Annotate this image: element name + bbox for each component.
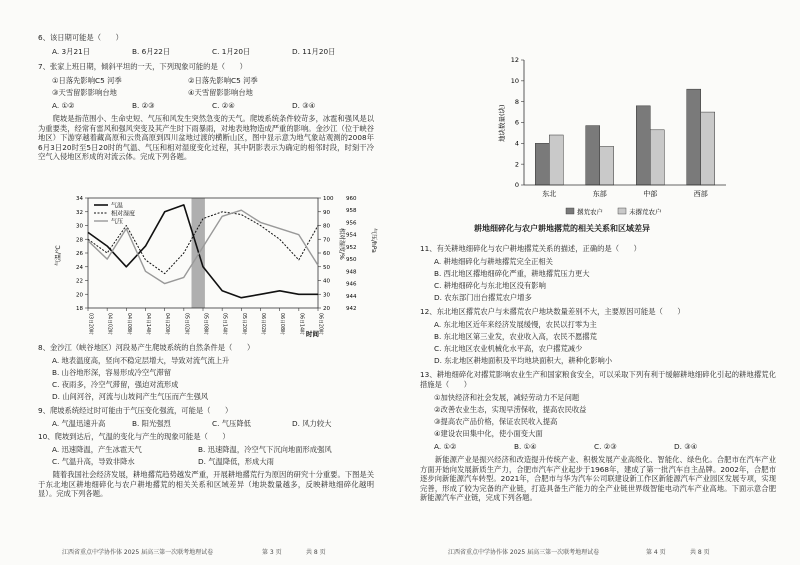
q13-stem: 13、耕地细碎化对撂荒影响农业生产和国家粮食安全，可以采取下列有利于缓解耕地细碎化引起的耕地撂荒化措施是（ ） <box>420 370 776 389</box>
x-tick-label: 04日14时 <box>145 313 150 335</box>
q12-option-b: B. 东北地区第三业发，农业收入高，农民不愿撂荒 <box>434 332 597 341</box>
y-left-tick-label: 20 <box>76 292 83 299</box>
bar-abandoned <box>535 143 549 185</box>
x-axis-label: 时间 <box>306 330 319 338</box>
q6-stem: 6、该日期可能是（ ） <box>38 33 123 42</box>
y-pressure-tick-label: 956 <box>346 220 357 227</box>
y-humidity-tick-label: 100 <box>323 196 334 202</box>
x-tick-label: 06日08时 <box>279 313 285 335</box>
footer-school: 江西省重点中学协作体 2025 届高三第一次联考地理试卷 <box>62 549 214 556</box>
q7-stem: 7、张家上班日期，倾斜平坦的一天，下列现象可能的是（ ） <box>38 62 247 71</box>
q11-stem: 11、有关耕地细碎化与农户耕地撂荒关系的描述，正确的是（ ） <box>420 244 641 253</box>
footer-total: 共 8 页 <box>690 549 710 556</box>
y-humidity-tick-label: 30 <box>323 292 330 299</box>
bar-category-label: 东部 <box>592 190 607 198</box>
q6-option-a: A. 3月21日 <box>52 47 91 56</box>
q10-option-c: C. 气温升高，导致非降水 <box>52 457 135 466</box>
x-tick-label: 04日08时 <box>125 313 131 335</box>
legend-temperature: 气温 <box>111 202 124 210</box>
x-tick-label: 04日20时 <box>164 313 170 335</box>
q7-item-4: ④天雪留影影响台地 <box>188 88 253 97</box>
page-4 <box>400 0 800 565</box>
y-humidity-tick-label: 40 <box>323 278 330 285</box>
q13-item-1: ①加快经济和社会发展，减轻劳动力不足问题 <box>434 393 580 402</box>
q11-option-d: D. 农东部门出台撂荒农户增多 <box>434 293 532 302</box>
q7-option-c: C. ②④ <box>212 101 235 110</box>
q6-option-d: D. 11月20日 <box>292 47 336 56</box>
y-humidity-tick-label: 20 <box>323 306 330 312</box>
y-left-tick-label: 22 <box>76 278 83 285</box>
x-tick-label: 03日20时 <box>87 313 93 335</box>
y-humidity-tick-label: 80 <box>323 223 330 230</box>
bar-y-tick-label: 4 <box>514 139 519 148</box>
bar-not-abandoned <box>549 135 563 185</box>
x-tick-label: 05日20时 <box>240 313 246 335</box>
q12-stem: 12、东北地区撂荒农户与未撂荒农户地块数量差别不大，主要原因可能是（ ） <box>420 307 685 316</box>
bar-not-abandoned <box>650 130 664 185</box>
x-tick-label: 05日14时 <box>221 313 227 335</box>
legend-not-abandoned: 未撂荒农户 <box>629 208 662 216</box>
bar-y-tick-label: 10 <box>510 77 519 86</box>
q7-item-2: ②日落先影响C5 河季 <box>188 76 258 85</box>
q11-option-b: B. 西北地区撂地细碎化严重，耕地撂荒压力更大 <box>434 269 590 278</box>
y-pressure-tick-label: 942 <box>346 306 357 312</box>
q7-item-3: ③天雪留影影响台地 <box>52 88 117 97</box>
y-left-tick-label: 34 <box>76 196 83 202</box>
q12-option-d: D. 东北地区耕地面积及平均地块面积大，耕种化影响小 <box>434 356 613 365</box>
x-tick-label: 06日02时 <box>260 313 265 335</box>
y-humidity-tick-label: 90 <box>323 209 330 216</box>
bar-category-label: 中部 <box>643 190 658 198</box>
footer-page: 第 4 页 <box>646 549 666 556</box>
q13-option-d: D. ③④ <box>674 442 698 451</box>
bar-category-label: 东北 <box>542 190 557 198</box>
q8-option-a: A. 地表温度高，竖向不稳定层增大，导致对流气流上升 <box>52 356 230 365</box>
weather-line-chart <box>38 188 378 338</box>
y-left-tick-label: 26 <box>76 251 83 257</box>
y-pressure-tick-label: 950 <box>346 257 357 264</box>
passage-farmland: 随着我国社会经济发展，耕地撂荒趋势越发严重，开展耕地撂荒行为原因的研究十分重要。下图是关于东北地区耕地细碎化与农户耕地撂荒的相关关系和区域差异（地块数量越多，反映耕地细碎化越明显）。完成下列各题。 <box>38 470 374 499</box>
q7-option-d: D. ③④ <box>292 101 316 110</box>
q7-option-a: A. ①② <box>52 101 75 110</box>
x-tick-label: 06日20时 <box>317 313 323 335</box>
bar-abandoned <box>687 89 701 185</box>
bar-ylabel: 地块数量(块) <box>498 104 506 142</box>
chart-legend <box>94 202 135 226</box>
q10-stem: 10、爬坡到达后，气温的变化与产生的现象可能是（ ） <box>38 432 230 441</box>
q11-option-a: A. 耕地细碎化与耕地撂荒完全正相关 <box>434 257 553 266</box>
y-pressure-tick-label: 944 <box>346 293 357 300</box>
bar-not-abandoned <box>701 112 715 185</box>
q13-item-3: ③提高农产品价格，保证农民收入提高 <box>434 417 558 426</box>
legend-humidity: 相对湿度 <box>111 210 136 218</box>
y-pressure-tick-label: 948 <box>346 269 357 276</box>
q7-item-1: ①日落先影响C5 河季 <box>52 76 122 85</box>
y-left-tick-label: 28 <box>76 237 83 244</box>
q6-option-c: C. 1月20日 <box>212 47 251 56</box>
bar-y-tick-label: 8 <box>514 97 519 106</box>
passage-ev-industry: 新能源产业是振兴经济和改造提升传统产业、积极发展产业高级化、智能化、绿色化。合肥市在汽车产业方面开始向发展新质生产力，合肥市汽车产业起步于1968年，建成了第一批汽车自主品牌。2002年，合肥市逐步向新能源汽车转型。2021年，合肥市与华为汽车公司联建设新工作区新能源汽车产业园区发展专项，实现完善，形成了较为完备的产业链，打造具备生产能力的全产业链世界级智能电动汽车产业高地。下面示意合肥新能源汽车产业链，完成下列各题。 <box>420 455 776 503</box>
q8-stem: 8、金沙江（峡谷地区）河段易产生爬坡系统的自然条件是（ ） <box>38 343 255 352</box>
bar-y-tick-label: 2 <box>514 160 519 169</box>
q9-option-c: C. 气压降低 <box>212 419 251 428</box>
y-humidity-tick-label: 50 <box>323 264 330 271</box>
q11-option-c: C. 耕地细碎化与东北地区没有影响 <box>434 281 546 290</box>
y-humidity-tick-label: 60 <box>323 251 330 257</box>
x-tick-label: 06日14时 <box>298 313 304 335</box>
passage-convection: 爬坡是指范围小、生命史短、气压和风发生突然急变的天气。爬坡系统条件较苛多，冰雹和强风是以为重要类，经常有雷风和强风突变及其产生时下雨暴雨，对地表地物造成严重的影响。金沙江（位于峡谷地区）下游穿越着藏高原和云贵高原到四川盆地过渡的横断山区，图中显示意为地气象站观测的2008年6月3日20时至5日20时的气温、气压和相对湿度变化过程，其中阴影表示为确定的相邻时段，时刻干冷空气入侵地区形成的对流云体。完成下列各题。 <box>38 114 374 162</box>
bar-chart-title: 耕地细碎化与农户耕地撂荒的相关关系和区域差异 <box>474 224 650 233</box>
q13-option-a: A. ①② <box>434 442 457 451</box>
legend-abandoned: 撂荒农户 <box>577 208 603 216</box>
q8-option-c: C. 夜雨多，冷空气滞留，强迫对流形成 <box>52 380 179 389</box>
bar-abandoned <box>636 106 650 185</box>
y-left-tick-label: 24 <box>76 264 83 271</box>
farmland-bar-chart <box>496 44 746 234</box>
bar-category-label: 西部 <box>693 190 708 198</box>
q12-option-a: A. 东北地区近年来经济发展缓慢，农民以打零为主 <box>434 320 597 329</box>
footer-school: 江西省重点中学协作体 2025 届高三第一次联考地理试卷 <box>448 549 600 556</box>
footer-page: 第 3 页 <box>262 549 282 556</box>
y-left-tick-label: 18 <box>76 306 83 312</box>
bar-abandoned <box>586 126 600 185</box>
bar-y-tick-label: 6 <box>514 118 519 127</box>
q6-option-b: B. 6月22日 <box>132 47 171 56</box>
y-right1-label: 相对湿度/% <box>338 228 345 260</box>
y-left-label: 气温/℃ <box>55 245 62 266</box>
x-tick-label: 05日08时 <box>202 313 208 335</box>
q13-option-c: C. ②③ <box>594 442 617 451</box>
footer-total: 共 8 页 <box>306 549 326 556</box>
legend-swatch-abandoned <box>566 208 574 214</box>
q9-option-b: B. 阳光强烈 <box>132 419 171 428</box>
q10-option-a: A. 迅速降温，产生冰雹天气 <box>52 445 142 454</box>
q13-option-b: B. ①④ <box>514 442 537 451</box>
y-left-tick-label: 30 <box>76 223 83 230</box>
y-pressure-tick-label: 958 <box>346 208 357 215</box>
q13-item-2: ②改善农业生态，实现早涝保收，提高农民收益 <box>434 405 587 414</box>
q8-option-d: D. 山间河谷，河流与山坡间产生气压而产生强风 <box>52 392 209 401</box>
y-humidity-tick-label: 70 <box>323 237 330 244</box>
bar-y-tick-label: 12 <box>510 56 519 65</box>
x-tick-label: 04日02时 <box>106 313 112 335</box>
q13-item-4: ④建设农田集中化，使小面变大面 <box>434 429 543 438</box>
y-pressure-tick-label: 960 <box>346 196 357 202</box>
y-pressure-tick-label: 952 <box>346 244 357 251</box>
x-tick-label: 05日02时 <box>183 313 189 335</box>
q9-option-a: A. 气温迅速升高 <box>52 419 106 428</box>
q8-option-b: B. 山谷地形深，容易形成冷空气滞留 <box>52 368 172 377</box>
legend-swatch-not-abandoned <box>618 208 626 214</box>
bar-y-tick-label: 0 <box>514 181 519 190</box>
q10-option-b: B. 迅速降温，冷空气下沉向地面形成强风 <box>198 445 332 454</box>
y-left-tick-label: 32 <box>76 209 83 216</box>
bar-not-abandoned <box>600 146 614 185</box>
y-pressure-tick-label: 954 <box>346 232 357 239</box>
legend-pressure: 气压 <box>111 218 124 226</box>
q10-option-d: D. 气温降低，形成大雨 <box>198 457 274 466</box>
q9-option-d: D. 风力较大 <box>292 419 332 428</box>
q12-option-c: C. 东北地区农业机械化水平高，农户撂荒减少 <box>434 344 583 353</box>
q9-stem: 9、爬坡系统经过时可能由于气压变化强流，可能是（ ） <box>38 406 233 415</box>
y-pressure-tick-label: 946 <box>346 281 357 288</box>
y-right2-label: 气压/hPa <box>370 228 377 253</box>
q7-option-b: B. ②③ <box>132 101 155 110</box>
